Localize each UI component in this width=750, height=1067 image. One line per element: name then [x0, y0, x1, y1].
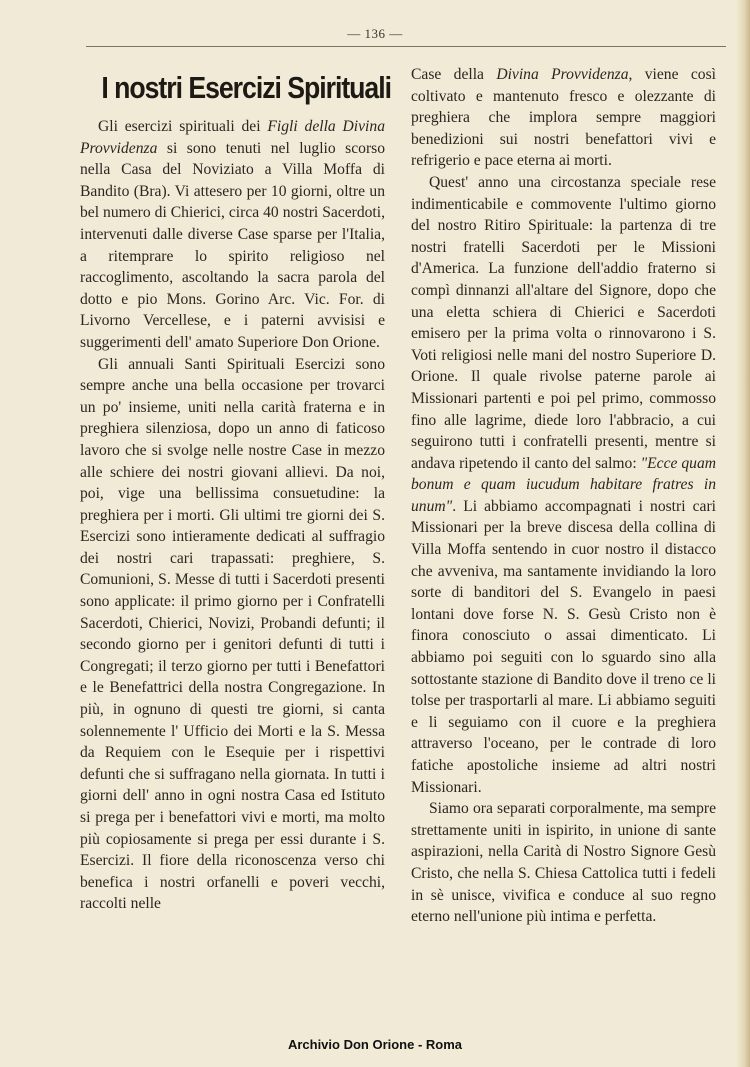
paragraph-2: Gli annuali Santi Spirituali Esercizi sono sempre anche una bella occasione per trovarci un po' insieme, uniti nella carità fraterna e in preghiera silenziosa, dopo un anno di faticoso lavoro che si svolge nelle nostre Case in mezzo alle schiere dei nostri giovani allievi. Da noi, poi, vige una bellissima consuetudine: la preghiera per i morti. Gli ultimi tre giorni dei S. Esercizi sono intieramente dedicati al suffragio dei nostri cari trapassati: preghiere, S. Comunioni, S. Messe di tutti i Sacerdoti presenti sono applicate: il primo giorno per i Confratelli Sacerdoti, Chierici, Novizi, Probandi defunti; il secondo giorno per i genitori defunti di tutti i Congregati; il terzo giorno per tutti i Benefattori e le Benefattrici della nostra Congregazione. In più, in ognuno di questi tre giorni, si canta solennemente l' Ufficio dei Morti e la S. Messa da Requiem con le Esequie per i rispettivi defunti che si suffragano nella giornata. In tutti i giorni dell' anno in ogni nostra Casa ed Istituto si prega per i benefattori vivi e morti, ma molto più copiosamente si prega per essi durante i S. Esercizi. Il fiore della riconoscenza verso chi benefica i nostri orfanelli e poveri vecchi, raccolti nelle — [80, 355, 385, 913]
psalm-quote: "Ecce quam bonum e quam iucudum habitare fratres in unum" — [411, 454, 716, 515]
paragraph-1-emphasis: Figli della Divina Provvidenza — [80, 118, 385, 157]
header-divider — [86, 46, 726, 47]
paragraph-3-emphasis: Divina Provvidenza — [496, 66, 629, 83]
paragraph-1-text-a: Gli esercizi spirituali dei — [98, 118, 268, 135]
paragraph-5: Siamo ora separati corporalmente, ma sempre strettamente uniti in ispirito, in unione di sante aspirazioni, nella Carità di Nostro Signore Gesù Cristo, che nella S. Chiesa Cattolica tutti i fedeli in sè unisce, vivifica e conduce al suo regno eterno nell'unione più intima e perfetta. — [411, 800, 716, 926]
paragraph-1 — [80, 116, 385, 354]
paragraph-3-text-a: Case della — [411, 66, 497, 83]
paragraph-4-text-b: . Li abbiamo accompagnati i nostri cari Missionari per la breve discesa della collina di Villa Moffa sentendo in cuor nostro il distacco che avveniva, ma santamente invidiando la loro sorte di banditori del S. Evangelo in paesi lontani dove forse N. S. Gesù Cristo non è finora conosciuto o assai dimenticato. Li abbiamo poi seguiti con lo sguardo sino alla sottostante stazione di Bandito dove il treno ce li tolse per trasportarli al mare. Li abbiamo seguiti e li seguiamo con il cuore e la preghiera attraverso l'oceano, per le contrade di loro fatiche apostoliche insieme ad altri nostri Missionari. — [411, 497, 716, 796]
column-right — [411, 64, 716, 928]
paragraph-4 — [411, 172, 716, 798]
paragraph-3 — [411, 64, 716, 172]
column-left — [80, 64, 391, 915]
paragraph-3-text-b: , viene così coltivato e mantenuto fresco e olezzante di preghiera che implora sempre maggiori benedizioni sui nostri benefattori vivi e refrigerio e pace eterna ai morti. — [411, 66, 716, 170]
paragraph-4-text-a: Quest' anno una circostanza speciale rese indimenticabile e commovente l'ultimo giorno del nostro Ritiro Spirituale: la partenza di tre nostri fratelli Sacerdoti per le Missioni d'America. La funzione dell'addio fraterno si compì dinnanzi all'altare del Signore, dopo che una eletta schiera di Chierici e Sacerdoti emisero per la prima volta o rinnovarono i S. Voti religiosi nelle mani del nostro Superiore D. Orione. Il quale rivolse paterne parole ai Missionari partenti e poi pel primo, commosso fino alle lagrime, diede loro l'abbracio, a cui seguirono tutti i confratelli presenti, mentre si andava ripetendo il canto del salmo: — [411, 173, 716, 472]
article-title: I nostri Esercizi Spirituali — [101, 70, 391, 105]
paragraph-1-text-b: si sono tenuti nel luglio scorso nella Casa del Noviziato a Villa Moffa di Bandito (Bra). Vi attesero per 10 giorni, oltre un bel numero di Chierici, circa 40 nostri Sacerdoti, intervenuti dalle diverse Case sparse per l'Italia, a ritemprare lo spirito religioso nel raccoglimento, ascoltando la sacra parola del dotto e pio Mons. Gorino Arc. Vic. For. di Livorno Vercellese, e i paterni avvisisi e suggerimenti dell' amato Superiore Don Orione. — [80, 139, 385, 351]
page-edge — [736, 0, 750, 1067]
archive-footer: Archivio Don Orione - Roma — [287, 1037, 463, 1052]
page-number: — 136 — — [347, 26, 403, 41]
